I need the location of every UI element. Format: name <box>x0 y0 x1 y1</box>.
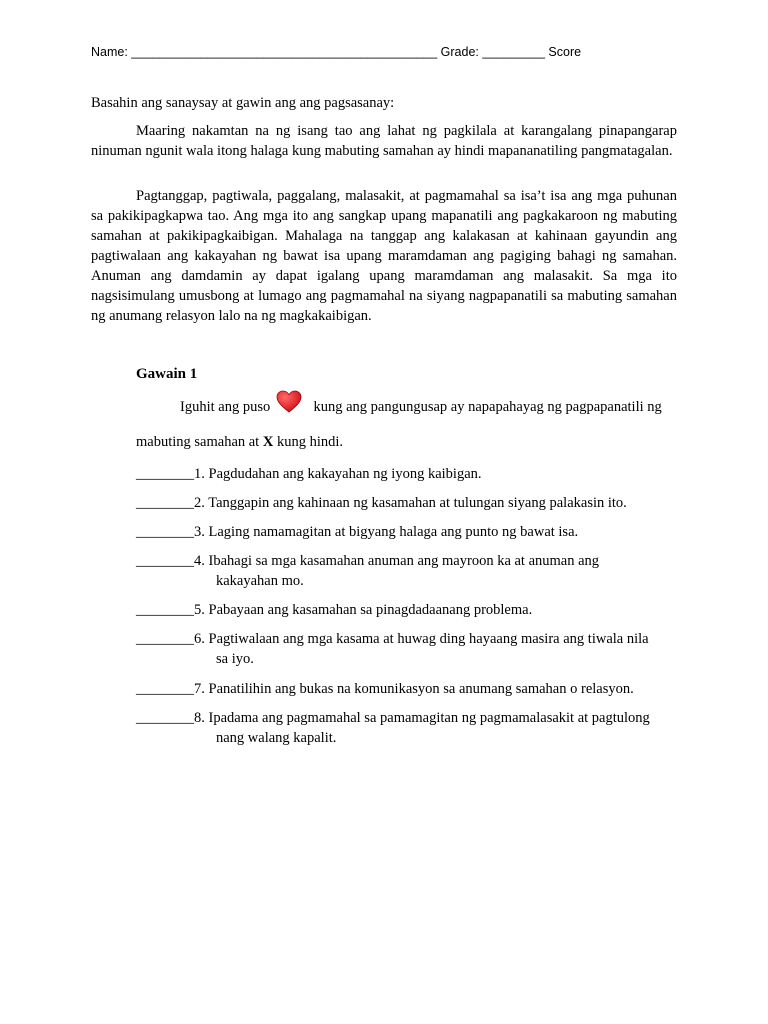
instruction-text-a: Iguhit ang puso <box>180 398 271 415</box>
item-text: 7. Panatilihin ang bukas na komunikasyon sa anumang samahan o relasyon. <box>194 681 634 697</box>
activity-instruction-line-1 <box>180 396 662 419</box>
answer-blank[interactable]: ________ <box>136 602 194 618</box>
item-text: 1. Pagdudahan ang kakayahan ng iyong kaibigan. <box>194 466 482 482</box>
score-label: Score <box>548 45 582 59</box>
answer-blank[interactable]: ________ <box>136 495 194 511</box>
item-text-continued: kakayahan mo. <box>216 573 304 589</box>
answer-blank[interactable]: ________ <box>136 466 194 482</box>
header-line <box>91 45 691 59</box>
essay-paragraph-1: Maaring nakamtan na ng isang tao ang lahat ng pagkilala at karangalang pinapangarap ninuman ngunit wala itong halaga kung mabuting samahan ay hindi mapananatiling pangmatagalan. <box>91 123 677 159</box>
exercise-item-6 <box>136 629 676 669</box>
instruction-line2-text: mabuting samahan at <box>136 434 263 450</box>
exercise-item-1 <box>136 464 676 484</box>
item-text: 4. Ibahagi sa mga kasamahan anuman ang mayroon ka at anuman ang <box>194 553 600 569</box>
exercise-item-5 <box>136 600 676 620</box>
item-text-continued: sa iyo. <box>216 651 254 667</box>
heart-icon <box>276 390 302 419</box>
answer-blank[interactable]: ________ <box>136 524 194 540</box>
item-text: 6. Pagtiwalaan ang mga kasama at huwag ding hayaang masira ang tiwala nila <box>194 631 649 647</box>
exercise-item-7 <box>136 679 676 699</box>
intro-instruction: Basahin ang sanaysay at gawin ang ang pagsasanay: <box>91 95 395 111</box>
answer-blank[interactable]: ________ <box>136 631 194 647</box>
exercise-item-3 <box>136 522 676 542</box>
exercise-item-8 <box>136 708 676 748</box>
item-text-continued: nang walang kapalit. <box>216 730 337 746</box>
essay-paragraph-2: Pagtanggap, pagtiwala, paggalang, malasakit, at pagmamahal sa isa’t isa ang mga puhunan sa pakikipagkapwa tao. Ang mga ito ang sangkap upang mapanatili ang pagkakaroon ng mabuting samahan at pakikipagkaibigan. Mahalaga na tanggap ang kalakasan at kahinaan gayundin ang pagtiwalaan ang kakayahan ng bawat isa upang maramdaman ang pagiging bahagi ng samahan. Anuman ang damdamin ay dapat igalang upang maramdaman ang malasakit. Sa mga ito nagsisimulang umusbong at lumago ang pagmamahal na siyang nagpapanatili sa mabuting samahan ng anumang relasyon lalo na ng magkakaibigan. <box>91 188 677 324</box>
answer-blank[interactable]: ________ <box>136 710 194 726</box>
answer-blank[interactable]: ________ <box>136 553 194 569</box>
answer-blank[interactable]: ________ <box>136 681 194 697</box>
instruction-text-b: kung ang pangungusap ay napapahayag ng pagpapanatili ng <box>313 398 662 415</box>
item-text: 8. Ipadama ang pagmamahal sa pamamagitan ng pagmamalasakit at pagtulong <box>194 710 650 726</box>
instruction-line2-end: kung hindi. <box>273 434 344 450</box>
exercise-item-4 <box>136 551 676 591</box>
item-text: 5. Pabayaan ang kasamahan sa pinagdadaanang problema. <box>194 602 533 618</box>
activity-title: Gawain 1 <box>136 366 198 382</box>
item-text: 3. Laging namamagitan at bigyang halaga ang punto ng bawat isa. <box>194 524 579 540</box>
item-text: 2. Tanggapin ang kahinaan ng kasamahan at tulungan siyang palakasin ito. <box>194 495 627 511</box>
name-field: Name: ____________________________________________ <box>91 45 438 59</box>
x-mark: X <box>262 434 274 450</box>
activity-instruction-line-2 <box>136 434 343 451</box>
grade-field: Grade: _________ <box>440 45 545 59</box>
exercise-item-2 <box>136 493 676 513</box>
